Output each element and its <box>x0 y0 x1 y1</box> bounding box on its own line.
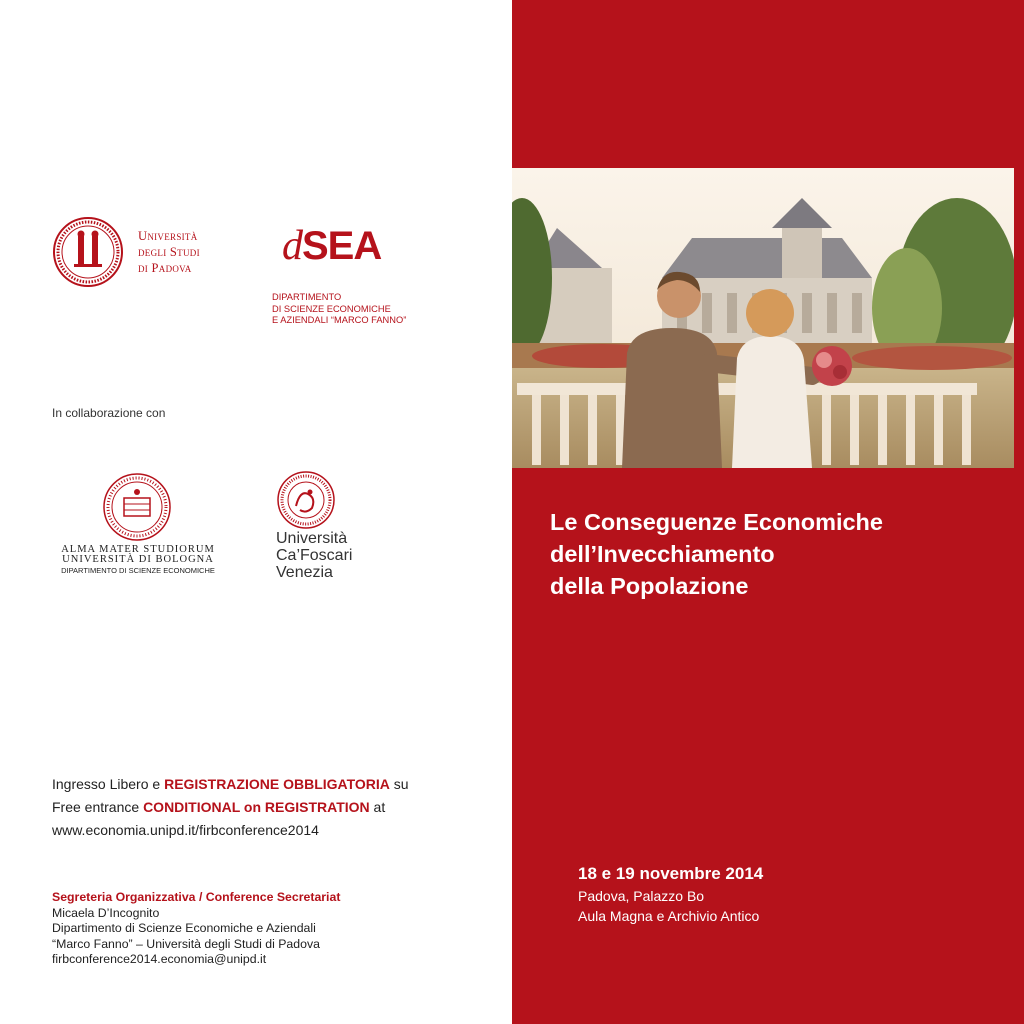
entrance-it-highlight: REGISTRAZIONE OBBLIGATORIA <box>164 776 390 792</box>
conference-title-line3: della Popolazione <box>550 573 749 599</box>
dsea-dept-line2: DI SCIENZE ECONOMICHE <box>272 303 391 314</box>
entrance-it-prefix: Ingresso Libero e <box>52 776 165 792</box>
foscari-line3: Venezia <box>276 564 333 581</box>
secretariat-dept1: Dipartimento di Scienze Economiche e Aziendali <box>52 921 316 935</box>
foscari-text <box>276 530 352 581</box>
dsea-logo <box>272 222 472 342</box>
padova-name-line1: Università <box>138 229 198 243</box>
padova-name <box>138 228 200 276</box>
couple-on-bench-photo-icon <box>512 168 1014 468</box>
padova-name-line2: degli Studi <box>138 245 200 259</box>
dsea-mark <box>282 222 381 270</box>
entrance-en-highlight: CONDITIONAL on REGISTRATION <box>143 799 370 815</box>
secretariat-email-link[interactable]: firbconference2014.economia@unipd.it <box>52 952 267 966</box>
foscari-logo <box>272 470 392 594</box>
event-details <box>578 862 763 926</box>
secretariat-title: Segreteria Organizzativa / Conference Secretariat <box>52 890 341 904</box>
event-location2: Aula Magna e Archivio Antico <box>578 908 760 924</box>
secretariat-name: Micaela D’Incognito <box>52 905 160 920</box>
cover-photo <box>512 168 1014 468</box>
dsea-dept-line3: E AZIENDALI “MARCO FANNO” <box>272 315 407 325</box>
padova-name-line3: di Padova <box>138 261 192 275</box>
foscari-line2: Ca’Foscari <box>276 547 353 564</box>
bologna-dept: DIPARTIMENTO DI SCIENZE ECONOMICHE <box>61 566 215 575</box>
padova-seal-icon <box>52 216 124 288</box>
dsea-mark-d: d <box>282 223 302 269</box>
entrance-url-link[interactable]: www.economia.unipd.it/firbconference2014 <box>52 822 319 838</box>
conference-title-line1: Le Conseguenze Economiche <box>550 509 883 535</box>
dsea-mark-sea: SEA <box>302 224 382 268</box>
bologna-logo <box>54 472 222 584</box>
entrance-it-suffix: su <box>389 776 409 792</box>
padova-logo <box>52 216 252 290</box>
bologna-text-line2: UNIVERSITÀ DI BOLOGNA <box>62 554 214 565</box>
foscari-seal-icon <box>276 470 336 530</box>
entrance-italian <box>52 773 409 796</box>
bologna-text-line1: ALMA MATER STUDIORUM <box>61 544 215 555</box>
dsea-dept-line1: DIPARTIMENTO <box>272 292 342 302</box>
entrance-en-suffix: at <box>369 799 386 815</box>
dsea-dept <box>272 292 406 327</box>
conference-title <box>550 506 883 602</box>
entrance-en-prefix: Free entrance <box>52 799 144 815</box>
bologna-seal-icon <box>102 472 172 542</box>
secretariat <box>52 890 340 968</box>
foscari-line1: Università <box>276 530 348 547</box>
collab-label: In collaborazione con <box>52 406 166 420</box>
event-location1: Padova, Palazzo Bo <box>578 888 705 904</box>
entrance-info <box>52 773 409 842</box>
conference-title-line2: dell’Invecchiamento <box>550 541 775 567</box>
entrance-english <box>52 796 409 819</box>
secretariat-dept2: “Marco Fanno” – Università degli Studi di Padova <box>52 936 320 951</box>
event-date: 18 e 19 novembre 2014 <box>578 864 764 883</box>
